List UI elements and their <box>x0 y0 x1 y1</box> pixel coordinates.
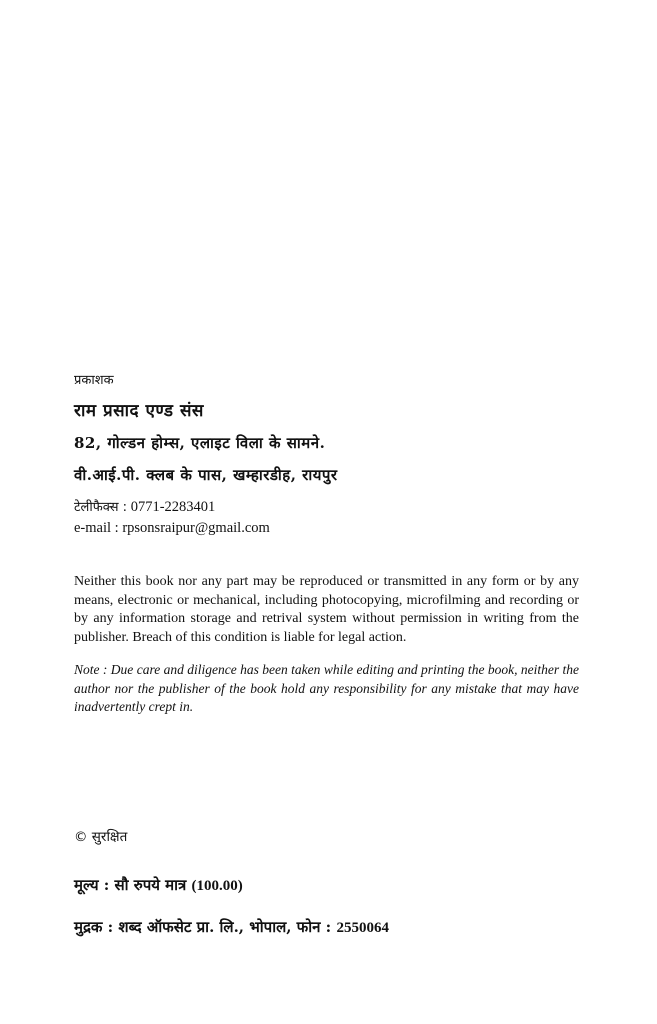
email-value: rpsonsraipur@gmail.com <box>122 520 270 536</box>
publisher-telefax <box>74 497 594 516</box>
footer-block <box>74 827 594 937</box>
email-label: e-mail : <box>74 520 119 536</box>
telefax-label: टेलीफैक्स : <box>74 500 128 515</box>
printer-phone: 2550064 <box>336 920 389 936</box>
copyright-notice: © सुरक्षित <box>74 829 128 845</box>
publisher-label: प्रकाशक <box>74 373 114 388</box>
publisher-block <box>74 370 594 541</box>
price-line <box>74 875 594 895</box>
price-label: मूल्य : सौ रुपये मात्र <box>74 876 187 894</box>
rights-statement: Neither this book nor any part may be reproduced or transmitted in any form or by any means, electronic or mechanical, including photocopying, microfilming and recording or by any information storage and retrival system without permission in writing from the publisher. Breach of this condition is liable for legal action. <box>74 574 579 645</box>
rights-block <box>74 573 579 717</box>
disclaimer-note: Note : Due care and diligence has been taken while editing and printing the book, neither the author nor the publisher of the book hold any responsibility for any mistake that may have inadvertently crept in. <box>74 662 579 714</box>
publisher-email <box>74 520 594 537</box>
publisher-address-line-2: वी.आई.पी. क्लब के पास, खम्हारडीह, रायपुर <box>74 466 338 484</box>
telefax-value: 0771-2283401 <box>130 499 216 515</box>
publisher-address-line-1: 82, गोल्डन होम्स, एलाइट विला के सामने. <box>74 434 326 452</box>
price-value: (100.00) <box>191 878 243 894</box>
publisher-name: राम प्रसाद एण्ड संस <box>74 401 204 421</box>
printer-label: मुद्रक : शब्द ऑफसेट प्रा. लि., भोपाल, फोन : <box>74 918 332 936</box>
printer-line <box>74 917 594 937</box>
